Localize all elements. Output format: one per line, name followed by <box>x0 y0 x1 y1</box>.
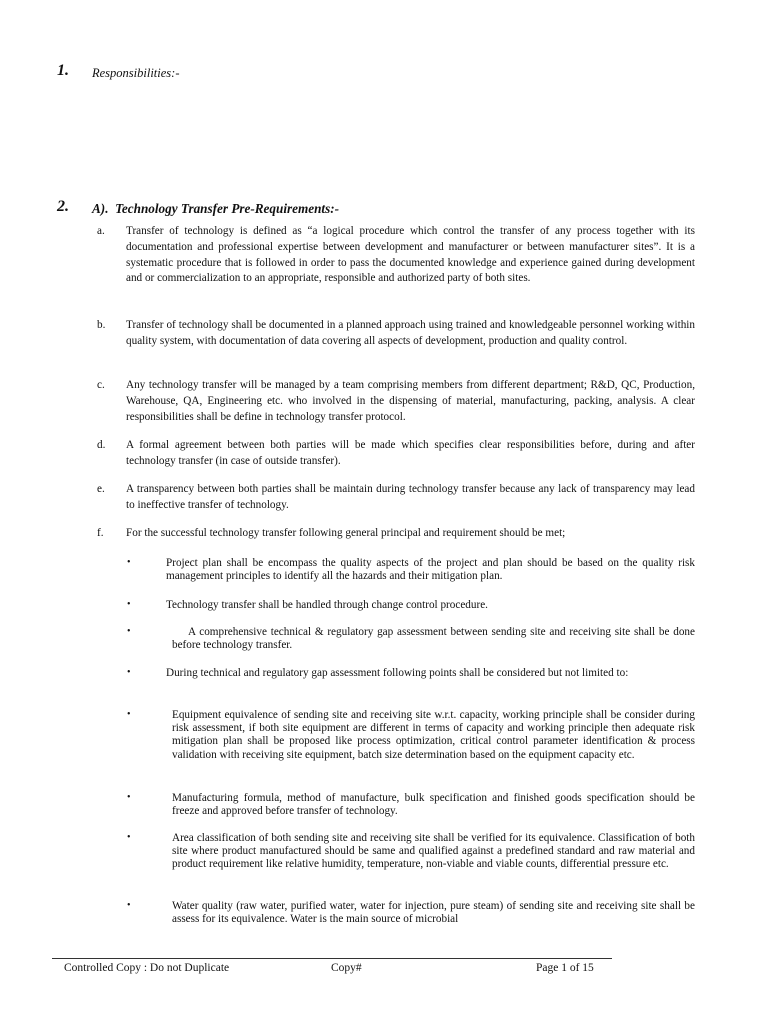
bullet-text: A comprehensive technical & regulatory gap assessment between sending site and receiving site shall be done before technology transfer. <box>172 626 695 652</box>
bullet-icon: • <box>127 557 131 568</box>
bullet-icon: • <box>127 667 131 678</box>
bullet-icon: • <box>127 900 131 911</box>
bullet-icon: • <box>127 832 131 843</box>
section-number: 2. <box>57 198 69 215</box>
item-label: b. <box>97 319 106 331</box>
bullet-text: Equipment equivalence of sending site and receiving site w.r.t. capacity, working principle shall be consider during risk assessment, if both site equipment are different in terms of capacity and working principle then adequate risk mitigation plan shall be proposed like process optimization, critical control parameter identification & process validation with receiving site equipment, batch size determination based on the equipment capacity etc. <box>172 709 695 761</box>
footer-controlled-copy: Controlled Copy : Do not Duplicate <box>64 962 230 974</box>
bullet-text: Water quality (raw water, purified water, water for injection, pure steam) of sending site and receiving site shall be assess for its equivalence. Water is the main source of microbial <box>172 900 695 926</box>
item-label: a. <box>97 225 105 237</box>
section-number: 1. <box>57 62 69 79</box>
bullet-text: Manufacturing formula, method of manufacture, bulk specification and finished goods specification should be freeze and approved before transfer of technology. <box>172 792 695 818</box>
item-label: c. <box>97 379 105 391</box>
bullet-text: Area classification of both sending site and receiving site shall be verified for its equivalence. Classification of both site where product manufactured should be same and qualified against a predefined standard and raw material and product requirement like relative humidity, temperature, non-viable and viable counts, differential pressure etc. <box>172 832 695 871</box>
item-text: Transfer of technology is defined as “a logical procedure which control the transfer of any process together with its documentation and professional expertise between development and manufacturer or between manufacturer sites”. It is a systematic procedure that is followed in order to pass the documented knowledge and experience gained during development and or commercialization to an appropriate, responsible and authorized party of both sites. <box>126 225 695 285</box>
bullet-icon: • <box>127 599 131 610</box>
footer-copy-number: Copy# <box>331 962 362 974</box>
bullet-text: During technical and regulatory gap assessment following points shall be considered but not limited to: <box>166 667 629 679</box>
bullet-icon: • <box>127 709 131 720</box>
bullet-icon: • <box>127 626 131 637</box>
bullet-text: Technology transfer shall be handled through change control procedure. <box>166 599 488 611</box>
footer-divider <box>52 958 612 959</box>
item-label: d. <box>97 439 106 451</box>
item-label: e. <box>97 483 105 495</box>
item-text: A formal agreement between both parties will be made which specifies clear responsibilities before, during and after technology transfer (in case of outside transfer). <box>126 439 695 467</box>
section-title-responsibilities: Responsibilities:- <box>92 66 180 80</box>
item-text: A transparency between both parties shall be maintain during technology transfer because any lack of transparency may lead to ineffective transfer of technology. <box>126 483 695 511</box>
section-title-technology-transfer: A). Technology Transfer Pre-Requirements:- <box>92 201 340 216</box>
item-text: Transfer of technology shall be documented in a planned approach using trained and knowledgeable personnel working within quality system, with documentation of data covering all aspects of development, production and quality control. <box>126 319 695 347</box>
bullet-text: Project plan shall be encompass the quality aspects of the project and plan should be based on the quality risk management principles to identify all the hazards and their mitigation plan. <box>166 557 695 583</box>
bullet-icon: • <box>127 792 131 803</box>
footer-page-number: Page 1 of 15 <box>536 962 594 974</box>
item-text: For the successful technology transfer following general principal and requirement should be met; <box>126 527 566 539</box>
item-text: Any technology transfer will be managed by a team comprising members from different department; R&D, QC, Production, Warehouse, QA, Engineering etc. who involved in the dispensing of material, manufacturing, packing, analysis. A clear responsibilities shall be define in technology transfer protocol. <box>126 379 695 423</box>
item-label: f. <box>97 527 104 539</box>
